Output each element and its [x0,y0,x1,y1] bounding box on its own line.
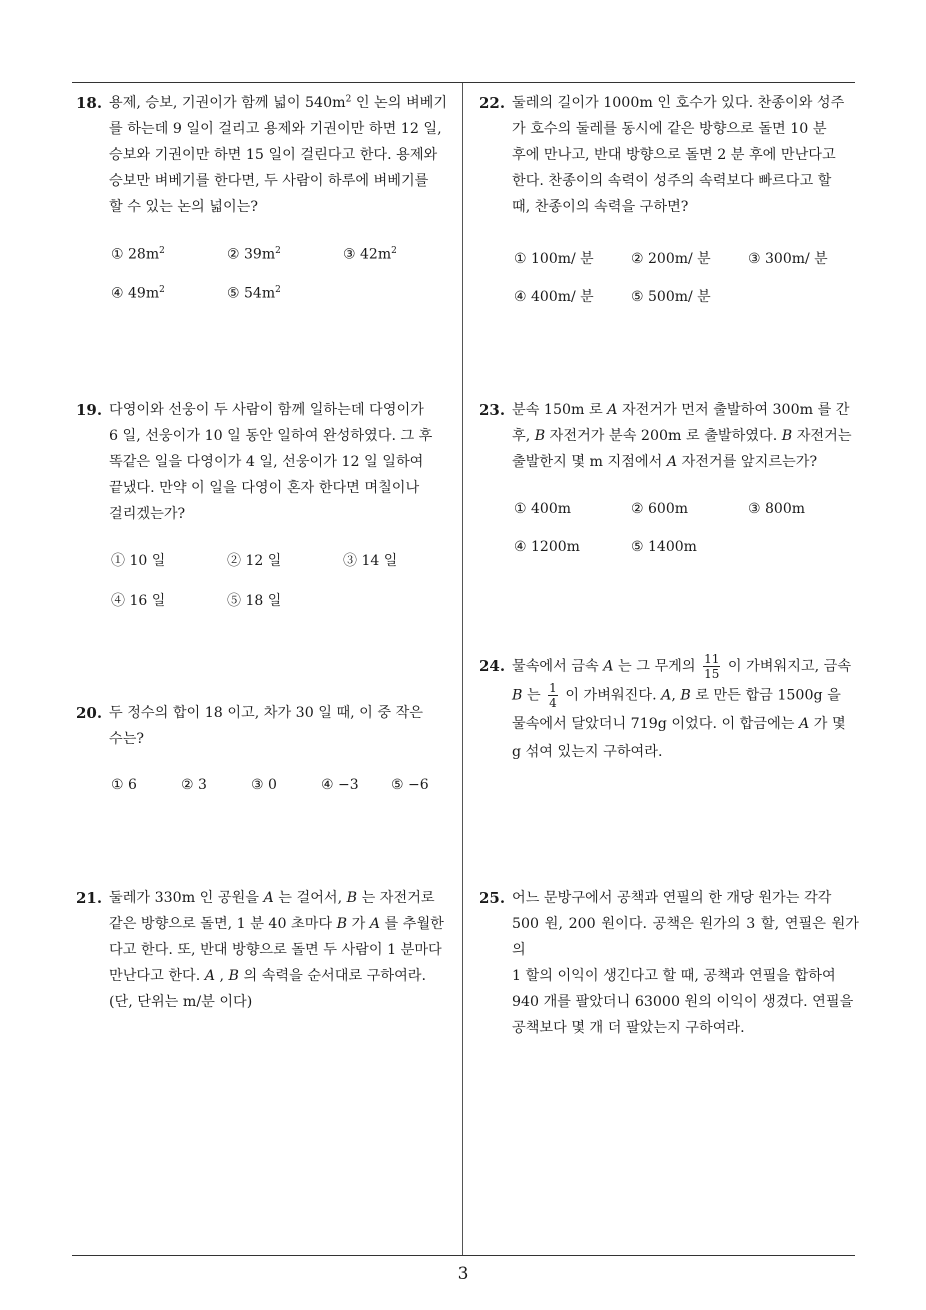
q19-choice-3[interactable]: ③ 14 일 [343,553,398,569]
question-24 [479,652,859,766]
fraction-11-15: $\frac{11}{15}$ [704,652,720,681]
question-22 [479,90,859,220]
bottom-rule [72,1255,855,1256]
q22-choice-4[interactable]: ④ 400m/ 분 [514,289,594,305]
column-divider [462,83,463,1255]
question-number: 24. [479,657,506,675]
q20-choice-3[interactable]: ③ 0 [251,777,277,793]
q23-choice-3[interactable]: ③ 800m [748,501,805,517]
question-text: 다영이와 선웅이 두 사람이 함께 일하는데 다영이가 6 일, 선웅이가 10 일 동안 일하여 완성하였다. 그 후 똑같은 일을 다영이가 4 일, 선웅이가 12 일 일하여 끝냈다. 만약 이 일을 다영이 혼자 한다면 며칠이나 걸리겠는가? [109,402,433,522]
q23-choice-5[interactable]: ⑤ 1400m [631,539,697,555]
q20-choice-2[interactable]: ② 3 [181,777,207,793]
question-20 [76,700,458,752]
q23-choice-1[interactable]: ① 400m [514,501,571,517]
question-number: 22. [479,94,506,112]
question-number: 20. [76,704,103,722]
question-text: 어느 문방구에서 공책과 연필의 한 개당 원가는 각각 500 원, 200 원이다. 공책은 원가의 3 할, 연필은 원가의 1 할의 이익이 생긴다고 할 때, 공책과 연필을 합하여 940 개를 팔았더니 63000 원의 이익이 생겼다. 연필을 공책보다 몇 개 더 팔았는지 구하여라. [512,890,859,1036]
question-number: 25. [479,889,506,907]
q19-choice-4[interactable]: ④ 16 일 [111,593,166,609]
q20-choice-5[interactable]: ⑤ −6 [391,777,429,793]
q22-choice-5[interactable]: ⑤ 500m/ 분 [631,289,711,305]
question-18 [76,90,458,220]
q20-choice-4[interactable]: ④ −3 [321,777,359,793]
q22-choice-3[interactable]: ③ 300m/ 분 [748,251,828,267]
q18-choice-5[interactable]: ⑤ $54m^2$ [227,285,281,302]
question-text: 분속 150m 로 A 자전거가 먼저 출발하여 300m 를 간 후, B 자전거가 분속 200m 로 출발하였다. B 자전거는 출발한지 몇 m 지점에서 A 자전거를 앞지르는가? [512,402,852,470]
top-rule [72,82,855,83]
q19-choice-2[interactable]: ② 12 일 [227,553,282,569]
fraction-1-4: $\frac{1}{4}$ [549,681,557,710]
q19-choice-1[interactable]: ① 10 일 [111,553,166,569]
question-text: 둘레의 길이가 1000m 인 호수가 있다. 찬종이와 성주 가 호수의 둘레를 동시에 같은 방향으로 돌면 10 분 후에 만나고, 반대 방향으로 돌면 2 분 후에 만난다고 한다. 찬종이의 속력이 성주의 속력보다 빠르다고 할 때, 찬종이의 속력을 구하면? [512,95,845,215]
q23-choice-4[interactable]: ④ 1200m [514,539,580,555]
question-21 [76,885,458,1015]
question-text: 용제, 승보, 기권이가 함께 넓이 $540m^2$ 인 논의 벼베기 를 하는데 9 일이 걸리고 용제와 기권이만 하면 12 일, 승보와 기권이만 하면 15 일이 걸린다고 한다. 용제와 승보만 벼베기를 한다면, 두 사람이 하루에 벼베기를 할 수 있는 논의 넓이는? [109,94,448,215]
question-number: 18. [76,94,103,112]
q18-choice-3[interactable]: ③ $42m^2$ [343,246,397,263]
q23-choice-2[interactable]: ② 600m [631,501,688,517]
q18-choice-2[interactable]: ② $39m^2$ [227,246,281,263]
q20-choice-1[interactable]: ① 6 [111,777,137,793]
q19-choice-5[interactable]: ⑤ 18 일 [227,593,282,609]
question-23 [479,397,859,475]
question-number: 21. [76,889,103,907]
page-number: 3 [457,1264,469,1284]
q18-choice-1[interactable]: ① $28m^2$ [111,246,165,263]
question-25 [479,885,859,1041]
question-number: 19. [76,401,103,419]
q22-choice-1[interactable]: ① 100m/ 분 [514,251,594,267]
question-number: 23. [479,401,506,419]
q22-choice-2[interactable]: ② 200m/ 분 [631,251,711,267]
question-text: 두 정수의 합이 18 이고, 차가 30 일 때, 이 중 작은 수는? [109,705,424,747]
question-19 [76,397,458,527]
question-text: 물속에서 금속 A 는 그 무게의 $\frac{11}{15}$ 이 가벼워지고, 금속 B 는 $\frac{1}{4}$ 이 가벼워진다. A, B 로 만든 합금 1500g 을 물속에서 달았더니 719g 이었다. 이 합금에는 A 가 몇 g 섞여 있는지 구하여라. [512,652,852,760]
question-text: 둘레가 330m 인 공원을 A 는 걸어서, B 는 자전거로 같은 방향으로 돌면, 1 분 40 초마다 B 가 A 를 추월한 다고 한다. 또, 반대 방향으로 돌면 두 사람이 1 분마다 만난다고 한다. A , B 의 속력을 순서대로 구하여라. (단, 단위는 m/분 이다) [109,890,444,1010]
q18-choice-4[interactable]: ④ $49m^2$ [111,285,165,302]
